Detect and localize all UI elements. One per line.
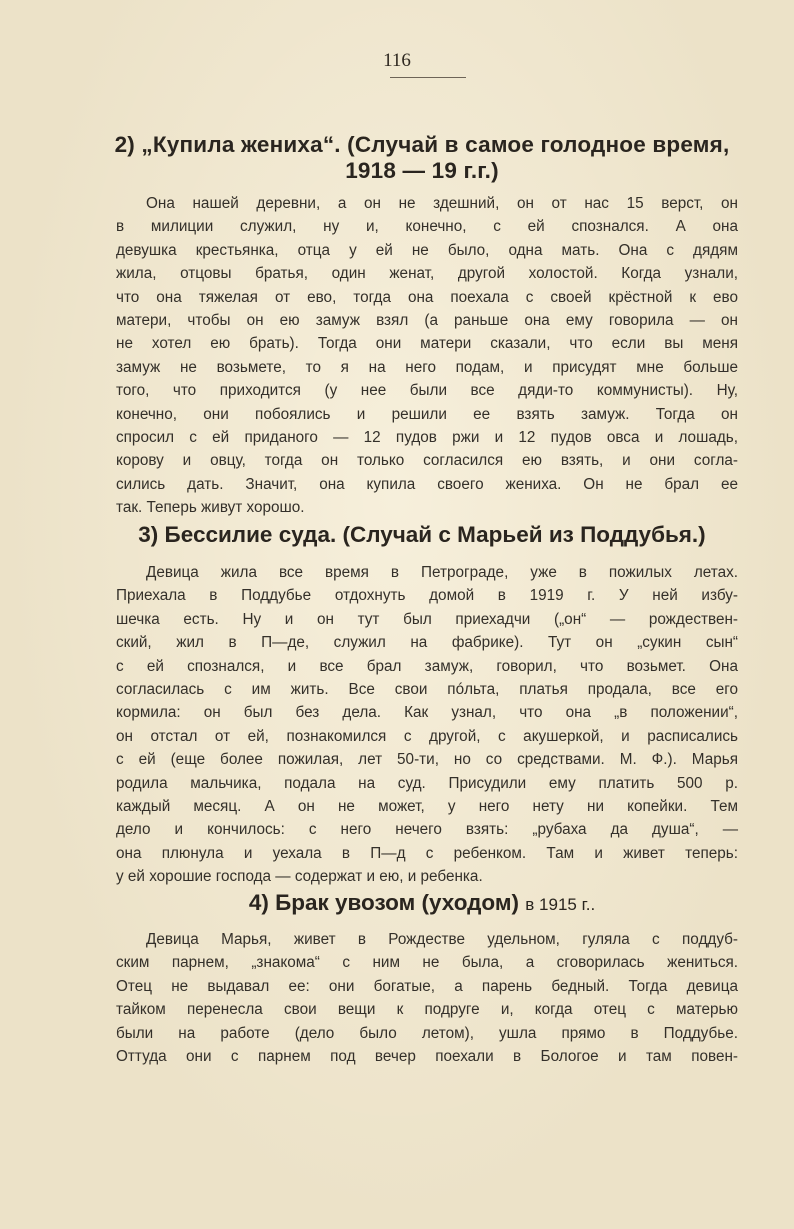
section-4-heading [100, 890, 744, 918]
section-2-heading-line-2: 1918 — 19 г.г.) [345, 158, 499, 183]
text-line: корову и овцу, тогда он только согласился ею взять, и они согла- [116, 452, 738, 470]
text-line: были на работе (дело было летом), ушла прямо в Поддубье. [116, 1024, 738, 1042]
text-line: тайком перенесла свои вещи к подруге и, когда отец с матерью [116, 1001, 738, 1019]
text-line: Девица жила все время в Петрограде, уже в пожилых летах. [146, 564, 738, 581]
section-2-body [116, 192, 738, 520]
text-line: Оттуда они с парнем под вечер поехали в Бологое и там повен- [116, 1048, 738, 1066]
text-line: родила мальчика, подала на суд. Присудили ему платить 500 р. [116, 774, 738, 792]
text-line: дело и кончилось: с него нечего взять: „рубаха да душа“, — [116, 821, 738, 839]
text-line: у ей хорошие господа — содержат и ею, и ребенка. [116, 868, 483, 886]
text-line: спросил с ей приданого — 12 пудов ржи и 12 пудов овса и лошадь, [116, 429, 738, 447]
text-line: ский, жил в П—де, служил на фабрике). Тут он „сукин сын“ [116, 634, 738, 652]
section-3-body [116, 561, 738, 889]
text-line: девушка крестьянка, отца у ей не было, одна мать. Она с дядям [116, 241, 738, 259]
text-line: кормила: он был без дела. Как узнал, что она „в положении“, [116, 704, 738, 722]
text-line: она плюнула и уехала в П—д с ребенком. Там и живет теперь: [116, 844, 738, 862]
text-line: в милиции служил, ну и, конечно, с ей спознался. А она [116, 218, 738, 236]
text-line: того, что приходится (у нее были все дяди-то коммунисты). Ну, [116, 382, 738, 400]
text-line: что она тяжелая от ево, тогда она поехала с своей крёстной к ево [116, 288, 738, 306]
text-line: с ей (еще более пожилая, лет 50-ти, но со средствами. М. Ф.). Марья [116, 751, 738, 769]
text-line: Девица Марья, живет в Рождестве удельном, гуляла с поддуб- [146, 931, 738, 948]
text-line: сились дать. Значит, она купила своего жениха. Он не брал ее [116, 475, 738, 493]
text-line: Отец не выдавал ее: они богатые, а парень бедный. Тогда девица [116, 977, 738, 995]
text-line: с ей спознался, и все брал замуж, говорил, что возьмет. Она [116, 657, 738, 675]
section-3-heading: 3) Бессилие суда. (Случай с Марьей из Поддубья.) [138, 522, 706, 547]
text-line: Приехала в Поддубье отдохнуть домой в 1919 г. У ней избу- [116, 587, 738, 605]
text-line: он отстал от ей, познакомился с другой, с акушеркой, и расписались [116, 727, 738, 745]
text-line: конечно, они побоялись и решили ее взять замуж. Тогда он [116, 405, 738, 423]
text-line: матери, чтобы он ею замуж взял (а раньше она ему говорила — он [116, 312, 738, 330]
text-line: замуж не возьмете, то я на него подам, и присудят мне больше [116, 358, 738, 376]
page-number-rule [390, 77, 466, 78]
text-line: жила, отцовы братья, один женат, другой холостой. Когда узнали, [116, 265, 738, 283]
page-number: 116 [383, 50, 411, 71]
section-2-heading-line-1: 2) „Купила жениха“. (Случай в самое голодное время, [114, 132, 730, 157]
text-line: каждый месяц. А он не может, у него нету ни копейки. Тем [116, 798, 738, 816]
text-line: согласилась с им жить. Все свои пóльта, платья продала, все его [116, 681, 738, 699]
text-line: не хотел ею брать). Тогда они матери сказали, что если вы меня [116, 335, 738, 353]
text-line: Она нашей деревни, а он не здешний, он от нас 15 верст, он [146, 195, 738, 212]
text-line: шечка есть. Ну и он тут был приехадчи („он“ — рождествен- [116, 610, 738, 628]
section-4-heading-year: в 1915 г.. [525, 895, 596, 914]
text-line: так. Теперь живут хорошо. [116, 499, 305, 517]
section-2-heading [100, 132, 744, 184]
section-4-body [116, 928, 738, 1068]
section-4-heading-title: 4) Брак увозом (уходом) [248, 890, 520, 915]
text-line: ским парнем, „знакома“ с ним не была, а сговорилась жениться. [116, 954, 738, 972]
